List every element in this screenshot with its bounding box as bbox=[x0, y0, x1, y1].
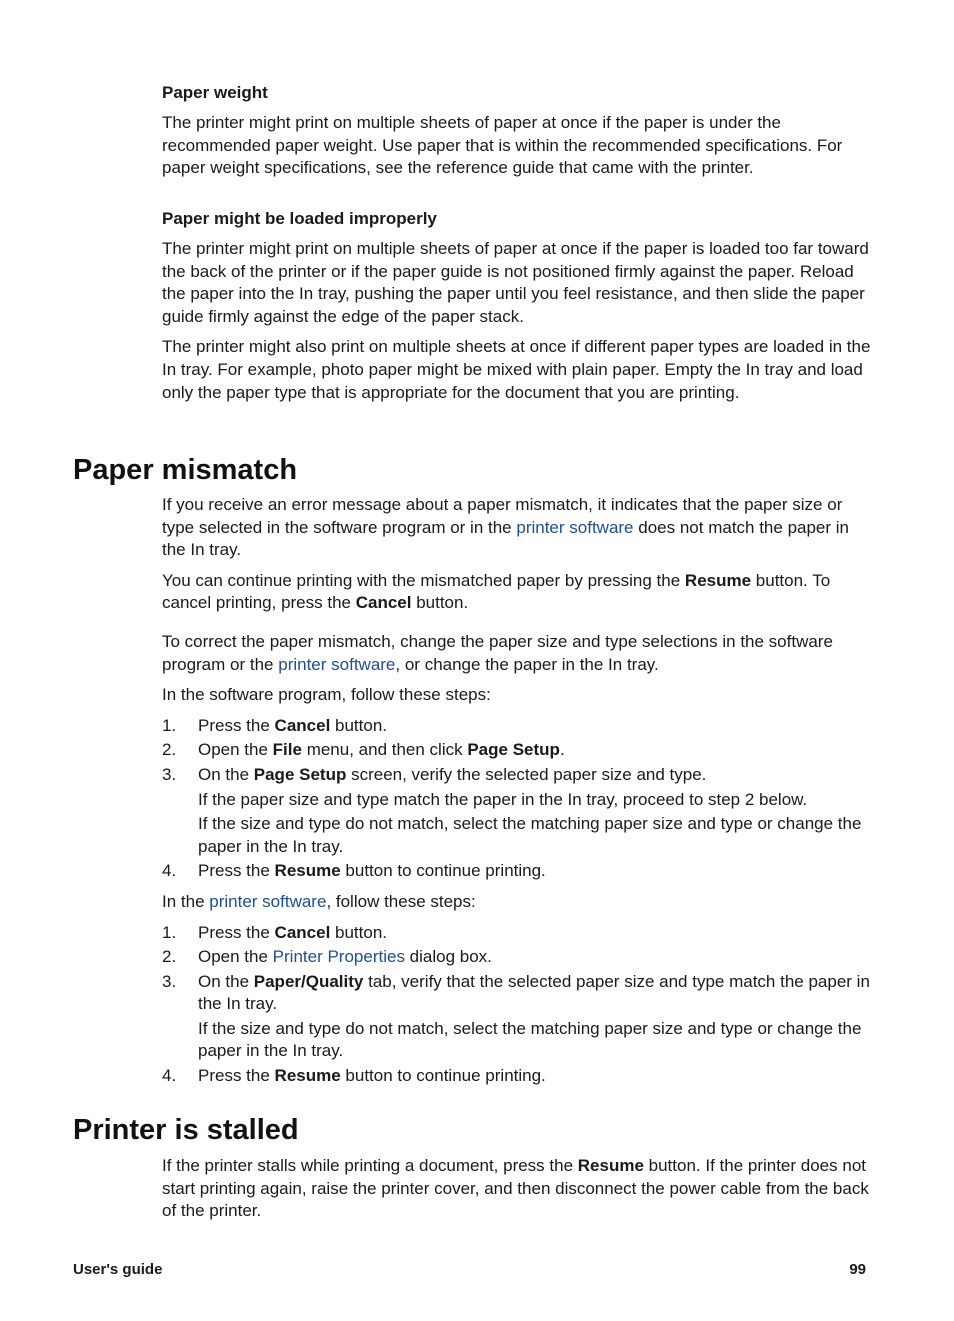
list-item: 2. Open the File menu, and then click Page Setup. bbox=[162, 740, 565, 760]
list-item: 2. Open the Printer Properties dialog box. bbox=[162, 947, 492, 967]
list-item: 3. On the Paper/Quality tab, verify that the selected paper size and type match the paper in the In tray. If the size and type do not match, select the matching paper size and type or change the paper in the In tray. bbox=[162, 971, 872, 1063]
printer-software-link[interactable]: printer software bbox=[516, 517, 634, 537]
footer-guide-label: User's guide bbox=[73, 1261, 163, 1278]
step-note: If the size and type do not match, select the matching paper size and type or change the paper in the In tray. bbox=[198, 814, 862, 856]
printer-stalled-title: Printer is stalled bbox=[73, 1114, 299, 1146]
loaded-improperly-heading: Paper might be loaded improperly bbox=[162, 209, 437, 228]
list-item: 4. Press the Resume button to continue printing. bbox=[162, 861, 546, 881]
mismatch-paragraph-1: If you receive an error message about a paper mismatch, it indicates that the paper size or type selected in the software program or in the printer software does not match the paper in the In tray. bbox=[162, 495, 850, 560]
list-item: 4. Press the Resume button to continue printing. bbox=[162, 1066, 546, 1086]
printer-properties-link[interactable]: Printer Properties bbox=[272, 947, 405, 967]
list-item: 1. Press the Cancel button. bbox=[162, 715, 388, 735]
loaded-improperly-section bbox=[162, 208, 872, 404]
stalled-paragraph: If the printer stalls while printing a document, press the Resume button. If the printer does not start printing again, raise the printer cover, and then disconnect the power cable from the back of the printer. bbox=[162, 1156, 869, 1221]
step-note: If the size and type do not match, select the matching paper size and type or change the paper in the In tray. bbox=[198, 1018, 862, 1061]
printer-stalled-section bbox=[162, 1155, 872, 1223]
loaded-improperly-paragraph-1: The printer might print on multiple sheets of paper at once if the paper is loaded too far toward the back of the printer or if the paper guide is not positioned firmly against the paper. Reload the paper into the In tray, pushing the paper until you feel resistance, and then slide the paper guide firmly against the edge of the paper stack. bbox=[162, 239, 869, 326]
printer-software-link[interactable]: printer software bbox=[278, 654, 396, 674]
page-number: 99 bbox=[849, 1261, 866, 1278]
paper-weight-heading: Paper weight bbox=[162, 83, 268, 102]
mismatch-paragraph-4: In the software program, follow these steps: bbox=[162, 685, 491, 705]
paper-weight-section bbox=[162, 82, 872, 180]
list-item: 3. On the Page Setup screen, verify the selected paper size and type. If the paper size and type match the paper in the In tray, proceed to step 2 below. If the size and type do not match, select the matching paper size and type or change the paper in the In tray. bbox=[162, 764, 872, 858]
printer-software-link[interactable]: printer software bbox=[209, 891, 327, 911]
software-program-steps bbox=[162, 715, 872, 883]
printer-software-steps bbox=[162, 922, 872, 1088]
loaded-improperly-paragraph-2: The printer might also print on multiple sheets at once if different paper types are loaded in the In tray. For example, photo paper might be mixed with plain paper. Empty the In tray and load only the paper type that is appropriate for the document that you are printing. bbox=[162, 337, 871, 402]
paper-weight-paragraph: The printer might print on multiple sheets of paper at once if the paper is under the recommended paper weight. Use paper that is within the recommended specifications. For paper weight specifications, see the reference guide that came with the printer. bbox=[162, 113, 843, 178]
step-note: If the paper size and type match the paper in the In tray, proceed to step 2 below. bbox=[198, 789, 808, 809]
mismatch-paragraph-5: In the printer software, follow these steps: bbox=[162, 891, 476, 911]
mismatch-paragraph-2: You can continue printing with the mismatched paper by pressing the Resume button. To cancel printing, press the Cancel button. bbox=[162, 570, 831, 613]
paper-mismatch-title: Paper mismatch bbox=[73, 454, 298, 486]
paper-mismatch-section bbox=[162, 494, 872, 1088]
list-item: 1. Press the Cancel button. bbox=[162, 922, 388, 942]
mismatch-paragraph-3: To correct the paper mismatch, change the paper size and type selections in the software program or the printer software, or change the paper in the In tray. bbox=[162, 631, 833, 674]
